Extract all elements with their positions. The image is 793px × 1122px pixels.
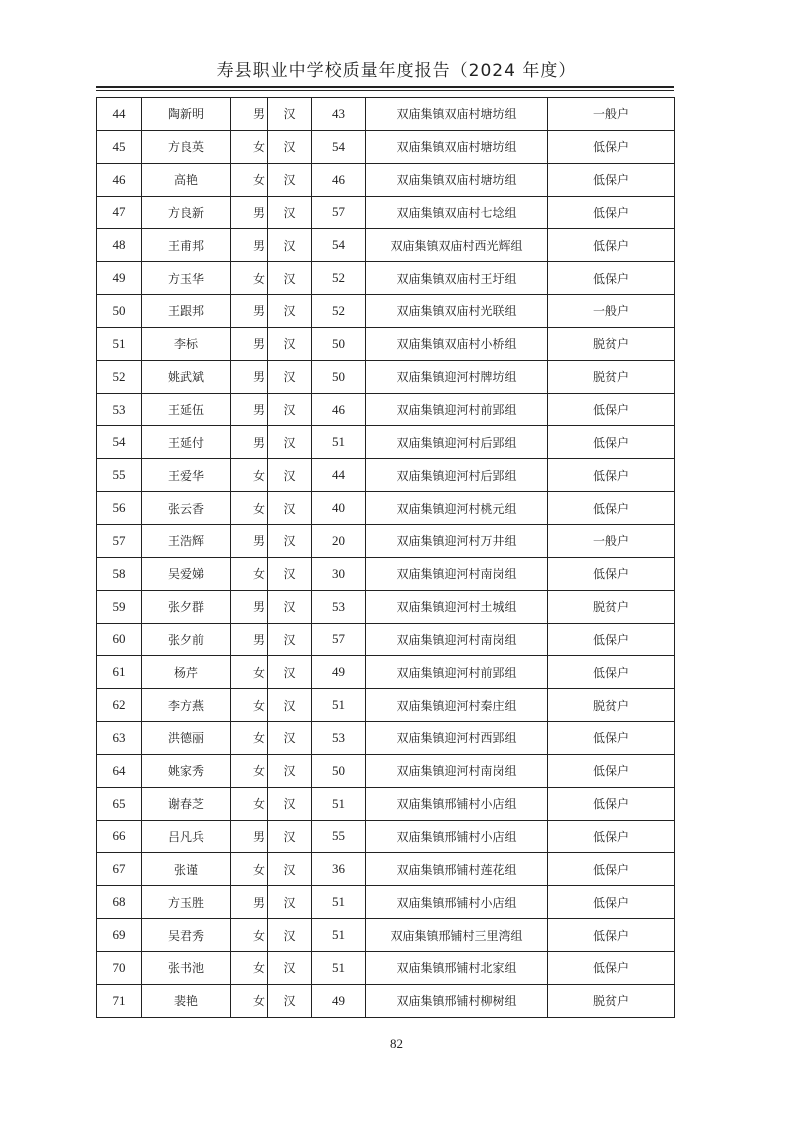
name-cell: 方玉胜 [142,886,231,919]
age-cell: 52 [312,262,366,295]
row-number-cell: 53 [97,393,142,426]
address-cell: 双庙集镇双庙村小桥组 [366,327,548,360]
age-cell: 46 [312,393,366,426]
ethnicity-cell: 汉 [268,919,312,952]
row-number-cell: 45 [97,130,142,163]
household-status-cell: 一般户 [548,98,675,131]
address-cell: 双庙集镇双庙村七埝组 [366,196,548,229]
name-cell: 李标 [142,327,231,360]
address-cell: 双庙集镇迎河村南岗组 [366,754,548,787]
table-row [97,459,675,492]
roster-table [96,97,675,1018]
household-status-cell: 脱贫户 [548,590,675,623]
name-cell: 杨芹 [142,656,231,689]
ethnicity-cell: 汉 [268,557,312,590]
name-cell: 谢春芝 [142,787,231,820]
ethnicity-cell: 汉 [268,820,312,853]
row-number-cell: 61 [97,656,142,689]
gender-cell: 男 [231,426,268,459]
row-number-cell: 52 [97,360,142,393]
gender-cell: 男 [231,98,268,131]
name-cell: 吕凡兵 [142,820,231,853]
name-cell: 吴爱娣 [142,557,231,590]
ethnicity-cell: 汉 [268,853,312,886]
table-row [97,327,675,360]
household-status-cell: 低保户 [548,656,675,689]
ethnicity-cell: 汉 [268,886,312,919]
table-row [97,262,675,295]
household-status-cell: 低保户 [548,787,675,820]
address-cell: 双庙集镇迎河村牌坊组 [366,360,548,393]
name-cell: 张夕前 [142,623,231,656]
age-cell: 50 [312,360,366,393]
row-number-cell: 57 [97,524,142,557]
row-number-cell: 70 [97,951,142,984]
ethnicity-cell: 汉 [268,360,312,393]
age-cell: 50 [312,327,366,360]
age-cell: 43 [312,98,366,131]
row-number-cell: 71 [97,984,142,1017]
name-cell: 姚家秀 [142,754,231,787]
address-cell: 双庙集镇迎河村南岗组 [366,623,548,656]
address-cell: 双庙集镇迎河村后郢组 [366,426,548,459]
age-cell: 51 [312,426,366,459]
address-cell: 双庙集镇邢铺村小店组 [366,886,548,919]
ethnicity-cell: 汉 [268,393,312,426]
age-cell: 49 [312,656,366,689]
table-row [97,623,675,656]
age-cell: 51 [312,951,366,984]
ethnicity-cell: 汉 [268,722,312,755]
age-cell: 52 [312,295,366,328]
age-cell: 30 [312,557,366,590]
household-status-cell: 低保户 [548,229,675,262]
row-number-cell: 60 [97,623,142,656]
name-cell: 高艳 [142,163,231,196]
gender-cell: 女 [231,492,268,525]
gender-cell: 男 [231,590,268,623]
table-row [97,524,675,557]
name-cell: 张云香 [142,492,231,525]
row-number-cell: 55 [97,459,142,492]
address-cell: 双庙集镇迎河村南岗组 [366,557,548,590]
row-number-cell: 63 [97,722,142,755]
table-row [97,98,675,131]
table-row [97,426,675,459]
table-row [97,196,675,229]
age-cell: 40 [312,492,366,525]
gender-cell: 女 [231,557,268,590]
age-cell: 55 [312,820,366,853]
table-row [97,951,675,984]
household-status-cell: 低保户 [548,919,675,952]
address-cell: 双庙集镇迎河村后郢组 [366,459,548,492]
row-number-cell: 69 [97,919,142,952]
gender-cell: 女 [231,951,268,984]
table-row [97,853,675,886]
ethnicity-cell: 汉 [268,327,312,360]
row-number-cell: 65 [97,787,142,820]
household-status-cell: 低保户 [548,492,675,525]
address-cell: 双庙集镇邢铺村三里湾组 [366,919,548,952]
table-row [97,722,675,755]
address-cell: 双庙集镇迎河村桃元组 [366,492,548,525]
address-cell: 双庙集镇邢铺村莲花组 [366,853,548,886]
name-cell: 李方燕 [142,689,231,722]
table-row [97,557,675,590]
name-cell: 张书池 [142,951,231,984]
name-cell: 陶新明 [142,98,231,131]
ethnicity-cell: 汉 [268,426,312,459]
gender-cell: 女 [231,689,268,722]
name-cell: 姚武斌 [142,360,231,393]
ethnicity-cell: 汉 [268,262,312,295]
name-cell: 方良英 [142,130,231,163]
row-number-cell: 56 [97,492,142,525]
address-cell: 双庙集镇双庙村西光辉组 [366,229,548,262]
name-cell: 王延付 [142,426,231,459]
ethnicity-cell: 汉 [268,787,312,820]
household-status-cell: 脱贫户 [548,689,675,722]
gender-cell: 男 [231,196,268,229]
row-number-cell: 58 [97,557,142,590]
header-divider [96,86,674,88]
ethnicity-cell: 汉 [268,492,312,525]
age-cell: 50 [312,754,366,787]
address-cell: 双庙集镇双庙村光联组 [366,295,548,328]
table-row [97,754,675,787]
ethnicity-cell: 汉 [268,689,312,722]
gender-cell: 女 [231,787,268,820]
household-status-cell: 低保户 [548,820,675,853]
gender-cell: 男 [231,623,268,656]
household-status-cell: 脱贫户 [548,984,675,1017]
table-row [97,656,675,689]
household-status-cell: 低保户 [548,426,675,459]
household-status-cell: 低保户 [548,886,675,919]
gender-cell: 男 [231,327,268,360]
household-status-cell: 低保户 [548,853,675,886]
name-cell: 张谨 [142,853,231,886]
household-status-cell: 低保户 [548,196,675,229]
ethnicity-cell: 汉 [268,130,312,163]
name-cell: 王跟邦 [142,295,231,328]
age-cell: 46 [312,163,366,196]
row-number-cell: 54 [97,426,142,459]
table-row [97,590,675,623]
gender-cell: 女 [231,853,268,886]
name-cell: 方玉华 [142,262,231,295]
name-cell: 洪德丽 [142,722,231,755]
address-cell: 双庙集镇邢铺村北家组 [366,951,548,984]
gender-cell: 女 [231,163,268,196]
row-number-cell: 50 [97,295,142,328]
row-number-cell: 47 [97,196,142,229]
household-status-cell: 低保户 [548,623,675,656]
table-row [97,163,675,196]
age-cell: 51 [312,787,366,820]
gender-cell: 女 [231,722,268,755]
ethnicity-cell: 汉 [268,754,312,787]
row-number-cell: 51 [97,327,142,360]
age-cell: 20 [312,524,366,557]
gender-cell: 男 [231,229,268,262]
row-number-cell: 49 [97,262,142,295]
table-row [97,689,675,722]
table-row [97,820,675,853]
age-cell: 36 [312,853,366,886]
name-cell: 吴君秀 [142,919,231,952]
table-row [97,393,675,426]
age-cell: 49 [312,984,366,1017]
roster-table-body [97,98,675,1018]
age-cell: 53 [312,590,366,623]
age-cell: 51 [312,689,366,722]
age-cell: 53 [312,722,366,755]
ethnicity-cell: 汉 [268,229,312,262]
age-cell: 54 [312,130,366,163]
address-cell: 双庙集镇迎河村土城组 [366,590,548,623]
household-status-cell: 低保户 [548,557,675,590]
address-cell: 双庙集镇迎河村前郢组 [366,393,548,426]
household-status-cell: 低保户 [548,459,675,492]
name-cell: 王延伍 [142,393,231,426]
name-cell: 方良新 [142,196,231,229]
ethnicity-cell: 汉 [268,524,312,557]
ethnicity-cell: 汉 [268,951,312,984]
table-row [97,295,675,328]
ethnicity-cell: 汉 [268,656,312,689]
age-cell: 51 [312,886,366,919]
age-cell: 51 [312,919,366,952]
household-status-cell: 脱贫户 [548,360,675,393]
gender-cell: 女 [231,459,268,492]
name-cell: 王爱华 [142,459,231,492]
gender-cell: 男 [231,393,268,426]
household-status-cell: 一般户 [548,295,675,328]
gender-cell: 女 [231,262,268,295]
gender-cell: 男 [231,820,268,853]
household-status-cell: 低保户 [548,951,675,984]
ethnicity-cell: 汉 [268,623,312,656]
gender-cell: 男 [231,886,268,919]
gender-cell: 男 [231,360,268,393]
gender-cell: 女 [231,130,268,163]
household-status-cell: 低保户 [548,722,675,755]
table-row [97,984,675,1017]
household-status-cell: 低保户 [548,754,675,787]
page-header-title: 寿县职业中学校质量年度报告（2024 年度） [216,61,577,81]
age-cell: 57 [312,196,366,229]
ethnicity-cell: 汉 [268,590,312,623]
household-status-cell: 低保户 [548,163,675,196]
row-number-cell: 44 [97,98,142,131]
gender-cell: 男 [231,524,268,557]
header-divider-thin [96,90,674,91]
row-number-cell: 66 [97,820,142,853]
address-cell: 双庙集镇邢铺村小店组 [366,820,548,853]
ethnicity-cell: 汉 [268,196,312,229]
household-status-cell: 低保户 [548,262,675,295]
row-number-cell: 62 [97,689,142,722]
name-cell: 王浩辉 [142,524,231,557]
name-cell: 张夕群 [142,590,231,623]
row-number-cell: 46 [97,163,142,196]
ethnicity-cell: 汉 [268,459,312,492]
row-number-cell: 48 [97,229,142,262]
address-cell: 双庙集镇迎河村万井组 [366,524,548,557]
row-number-cell: 64 [97,754,142,787]
household-status-cell: 脱贫户 [548,327,675,360]
household-status-cell: 低保户 [548,130,675,163]
gender-cell: 女 [231,984,268,1017]
age-cell: 54 [312,229,366,262]
table-row [97,886,675,919]
table-row [97,492,675,525]
household-status-cell: 一般户 [548,524,675,557]
table-row [97,787,675,820]
gender-cell: 男 [231,295,268,328]
gender-cell: 女 [231,919,268,952]
ethnicity-cell: 汉 [268,984,312,1017]
address-cell: 双庙集镇双庙村塘坊组 [366,163,548,196]
age-cell: 44 [312,459,366,492]
address-cell: 双庙集镇双庙村塘坊组 [366,98,548,131]
table-row [97,360,675,393]
address-cell: 双庙集镇邢铺村小店组 [366,787,548,820]
table-row [97,229,675,262]
address-cell: 双庙集镇迎河村秦庄组 [366,689,548,722]
name-cell: 王甫邦 [142,229,231,262]
gender-cell: 女 [231,656,268,689]
page-number: 82 [390,1036,403,1051]
ethnicity-cell: 汉 [268,295,312,328]
table-row [97,130,675,163]
name-cell: 裴艳 [142,984,231,1017]
address-cell: 双庙集镇双庙村王圩组 [366,262,548,295]
address-cell: 双庙集镇邢铺村柳树组 [366,984,548,1017]
address-cell: 双庙集镇迎河村前郢组 [366,656,548,689]
age-cell: 57 [312,623,366,656]
table-row [97,919,675,952]
ethnicity-cell: 汉 [268,163,312,196]
address-cell: 双庙集镇迎河村西郢组 [366,722,548,755]
ethnicity-cell: 汉 [268,98,312,131]
household-status-cell: 低保户 [548,393,675,426]
row-number-cell: 68 [97,886,142,919]
gender-cell: 女 [231,754,268,787]
row-number-cell: 59 [97,590,142,623]
row-number-cell: 67 [97,853,142,886]
address-cell: 双庙集镇双庙村塘坊组 [366,130,548,163]
